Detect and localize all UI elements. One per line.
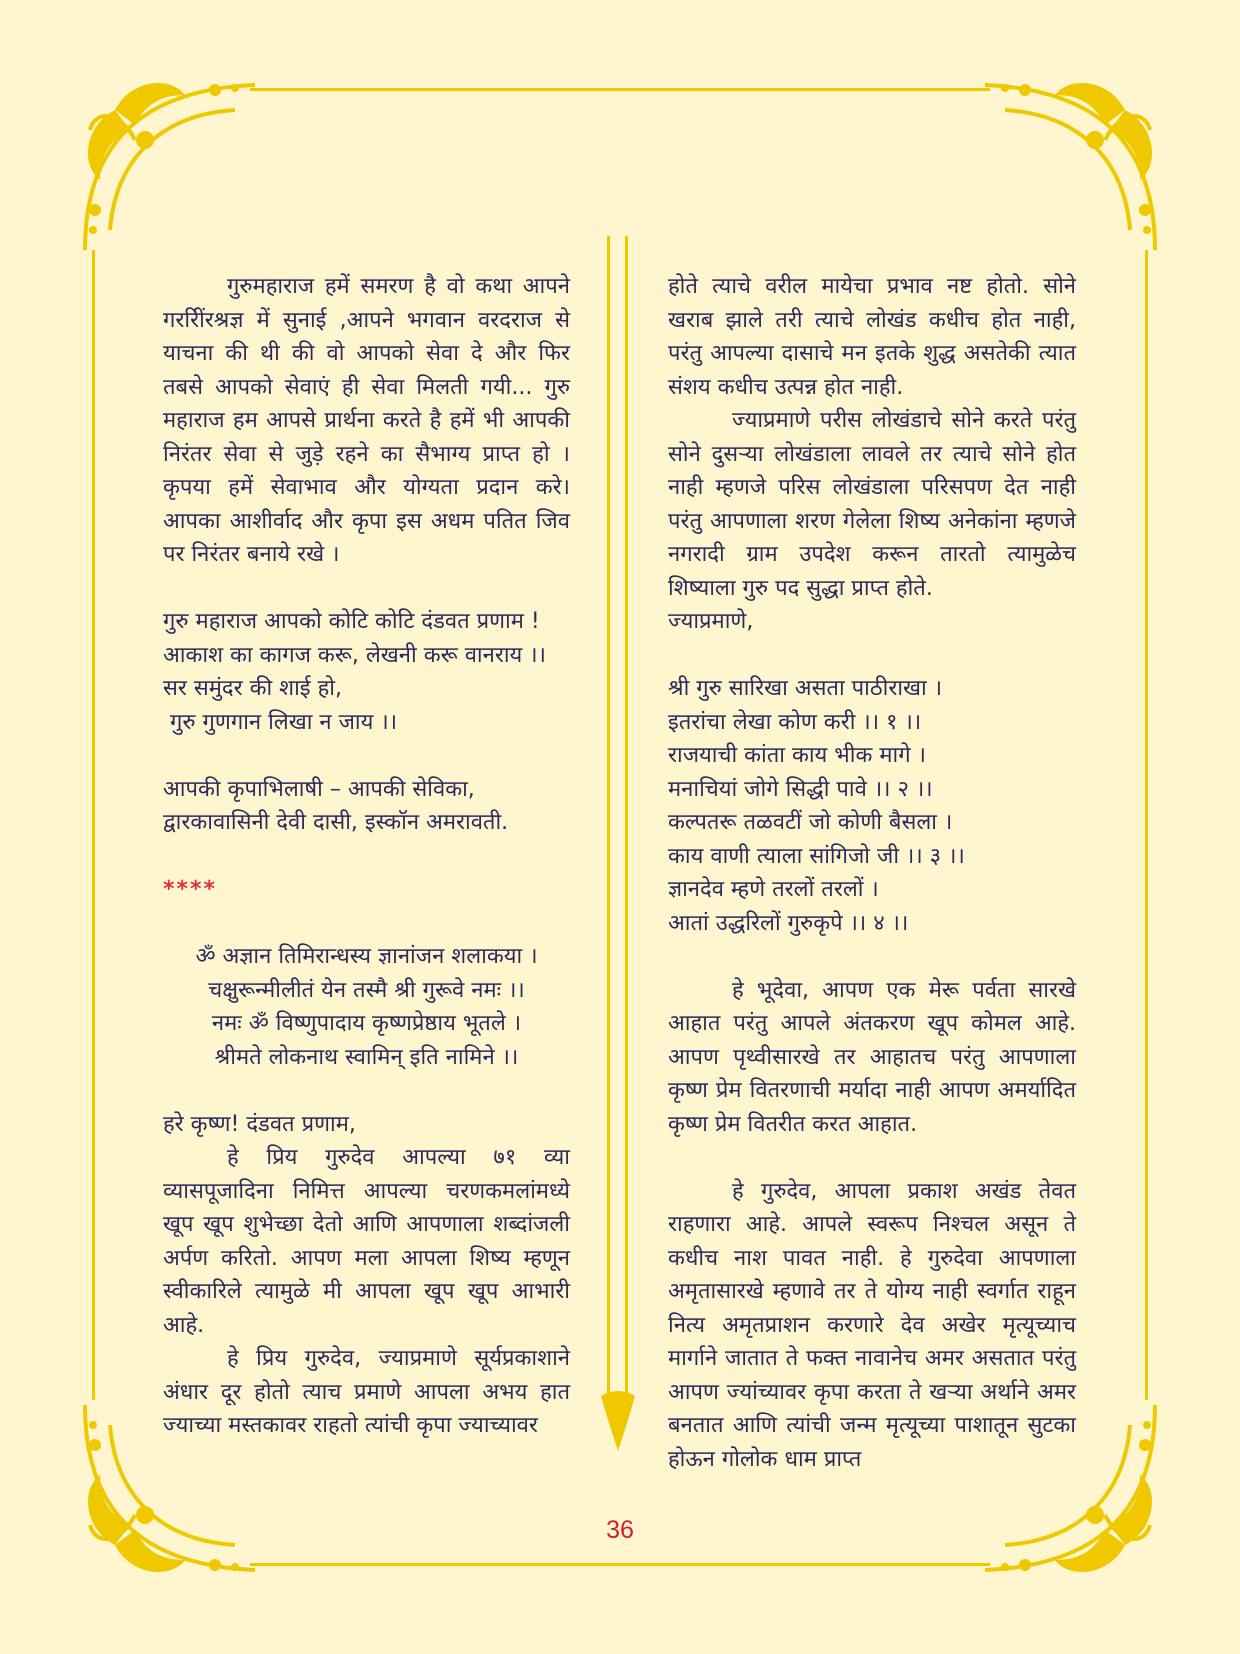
hindi-verse [163,605,570,739]
verse-line: सर समुंदर की शाई हो, [163,676,342,701]
signature-line: द्वारकावासिनी देवी दासी, इस्कॉन अमरावती. [163,810,509,835]
frame-top-line [250,88,990,91]
abhang-verse [668,672,1076,940]
right-column [668,270,1076,1476]
right-paragraph-2: ज्याप्रमाणे परीस लोखंडाचे सोने करते परंतु सोने दुसऱ्या लोखंडाला लावले तर त्याचे सोने होत नाही म्हणजे परिस लोखंडाला परिसपण देत नाही परंतु आपणाला शरण गेलेला शिष्य अनेकांना म्हणजे नगरादी ग्राम उपदेश करून तारतो त्यामुळेच शिष्याला गुरु पद सुद्धा प्राप्त होते. [668,408,1076,601]
mantra-line: ॐ अज्ञान तिमिरान्धस्य ज्ञानांजन शलाकया । [195,944,538,969]
abhang-line: कल्पतरू तळवटीं जो कोणी बैसला । [668,810,953,835]
abhang-line: मनाचियां जोगे सिद्धी पावे ।। २ ।। [668,776,933,802]
right-paragraph-2-end: ज्याप्रमाणे, [668,609,754,634]
frame-bottom-line [250,1563,990,1566]
right-paragraph-3: हे भूदेवा, आपण एक मेरू पर्वता सारखे आहात परंतु आपले अंतकरण खूप कोमल आहे. आपण पृथ्वीसारखे तर आहातच परंतु आपणाला कृष्ण प्रेम वितरणाची मर्यादा नाही आपण अमर्यादित कृष्ण प्रेम वितरीत करत आहात. [668,977,1076,1137]
signature-block [163,773,570,840]
abhang-line: ज्ञानदेव म्हणे तरलों तरलों । [668,877,879,902]
verse-line: आकाश का कागज करू, लेखनी करू वानराय ।। [163,642,546,668]
abhang-line: श्री गुरु सारिखा असता पाठीराखा । [668,676,943,701]
right-paragraph-4: हे गुरुदेव, आपला प्रकाश अखंड तेवत राहणारा आहे. आपले स्वरूप निश्चल असून ते कधीच नाश पावत नाही. हे गुरुदेवा आपणाला अमृतासारखे म्हणावे तर ते योग्य नाही स्वर्गात राहून नित्य अमृतप्राशन करणारे देव अखेर मृत्यूच्याच मार्गाने जातात ते फक्त नावानेच अमर असतात परंतु आपण ज्यांच्यावर कृपा करता ते खऱ्या अर्थाने अमर बनतात आणि त्यांची जन्म मृत्यूच्या पाशातून सुटका होऊन गोलोक धाम प्राप्त [668,1178,1076,1472]
mantra-line: श्रीमते लोकनाथ स्वामिन् इति नामिने ।। [214,1044,519,1070]
section-separator-stars: **** [163,877,218,902]
column-divider [595,236,641,1456]
left-paragraph-3: हे प्रिय गुरुदेव, ज्याप्रमाणे सूर्यप्रकाशाने अंधार दूर होतो त्याच प्रमाणे आपला अभय हात ज्याच्या मस्तकावर राहतो त्यांची कृपा ज्याच्यावर [163,1346,570,1438]
abhang-line: इतरांचा लेखा कोण करी ।। १ ।। [668,709,922,735]
abhang-line: आतां उद्धरिलों गुरुकृपे ।। ४ ।। [668,910,909,936]
left-paragraph-2: हे प्रिय गुरुदेव आपल्या ७१ व्या व्यासपूजादिना निमित्त आपल्या चरणकमलांमध्ये खूप खूप शुभेच्छा देतो आणि आपणाला शब्दांजली अर्पण करितो. आपण मला आपला शिष्य म्हणून स्वीकारिले त्यामुळे मी आपला खूप खूप आभारी आहे. [163,1145,570,1338]
frame-left-line [92,250,95,1400]
page-number: 36 [606,1516,634,1544]
guru-mantra [163,940,570,1074]
abhang-line: राजयाची कांता काय भीक मागे । [668,743,926,768]
signature-line: आपकी कृपाभिलाषी – आपकी सेविका, [163,776,475,802]
verse-line: गुरु गुणगान लिखा न जाय ।। [163,709,398,735]
left-column [163,270,570,1443]
left-paragraph-1: गुरुमहाराज हमें समरण है वो कथा आपने गररिींरश्रज्ञ में सुनाई ,आपने भगवान वरदराज से याचना की थी की वो आपको सेवा दे और फिर तबसे आपको सेवाएं ही सेवा मिलती गयी... गुरु महाराज हम आपसे प्रार्थना करते है हमें भी आपकी निरंतर सेवा से जुड़े रहने का सैभाग्य प्राप्त हो । कृपया हमें सेवाभाव और योग्यता प्रदान करे। आपका आशीर्वाद और कृपा इस अधम पतित जिव पर निरंतर बनाये रखे । [163,274,570,567]
abhang-line: काय वाणी त्याला सांगिजो जी ।। ३ ।। [668,843,965,869]
verse-line: गुरु महाराज आपको कोटि कोटि दंडवत प्रणाम ! [163,609,540,634]
mantra-line: नमः ॐ विष्णुपादाय कृष्णप्रेष्ठाय भूतले । [211,1011,522,1036]
right-paragraph-1: होते त्याचे वरील मायेचा प्रभाव नष्ट होतो. सोने खराब झाले तरी त्याचे लोखंड कधीच होत नाही, परंतु आपल्या दासाचे मन इतके शुद्ध असतेकी त्यात संशय कधीच उत्पन्न होत नाही. [668,274,1076,400]
mantra-line: चक्षुरून्मीलीतं येन तस्मै श्री गुरूवे नमः ।। [208,977,525,1003]
frame-right-line [1145,250,1148,1400]
corner-ornament-top-right [975,70,1165,260]
greeting: हरे कृष्ण! दंडवत प्रणाम, [163,1111,356,1137]
corner-ornament-top-left [75,70,265,260]
